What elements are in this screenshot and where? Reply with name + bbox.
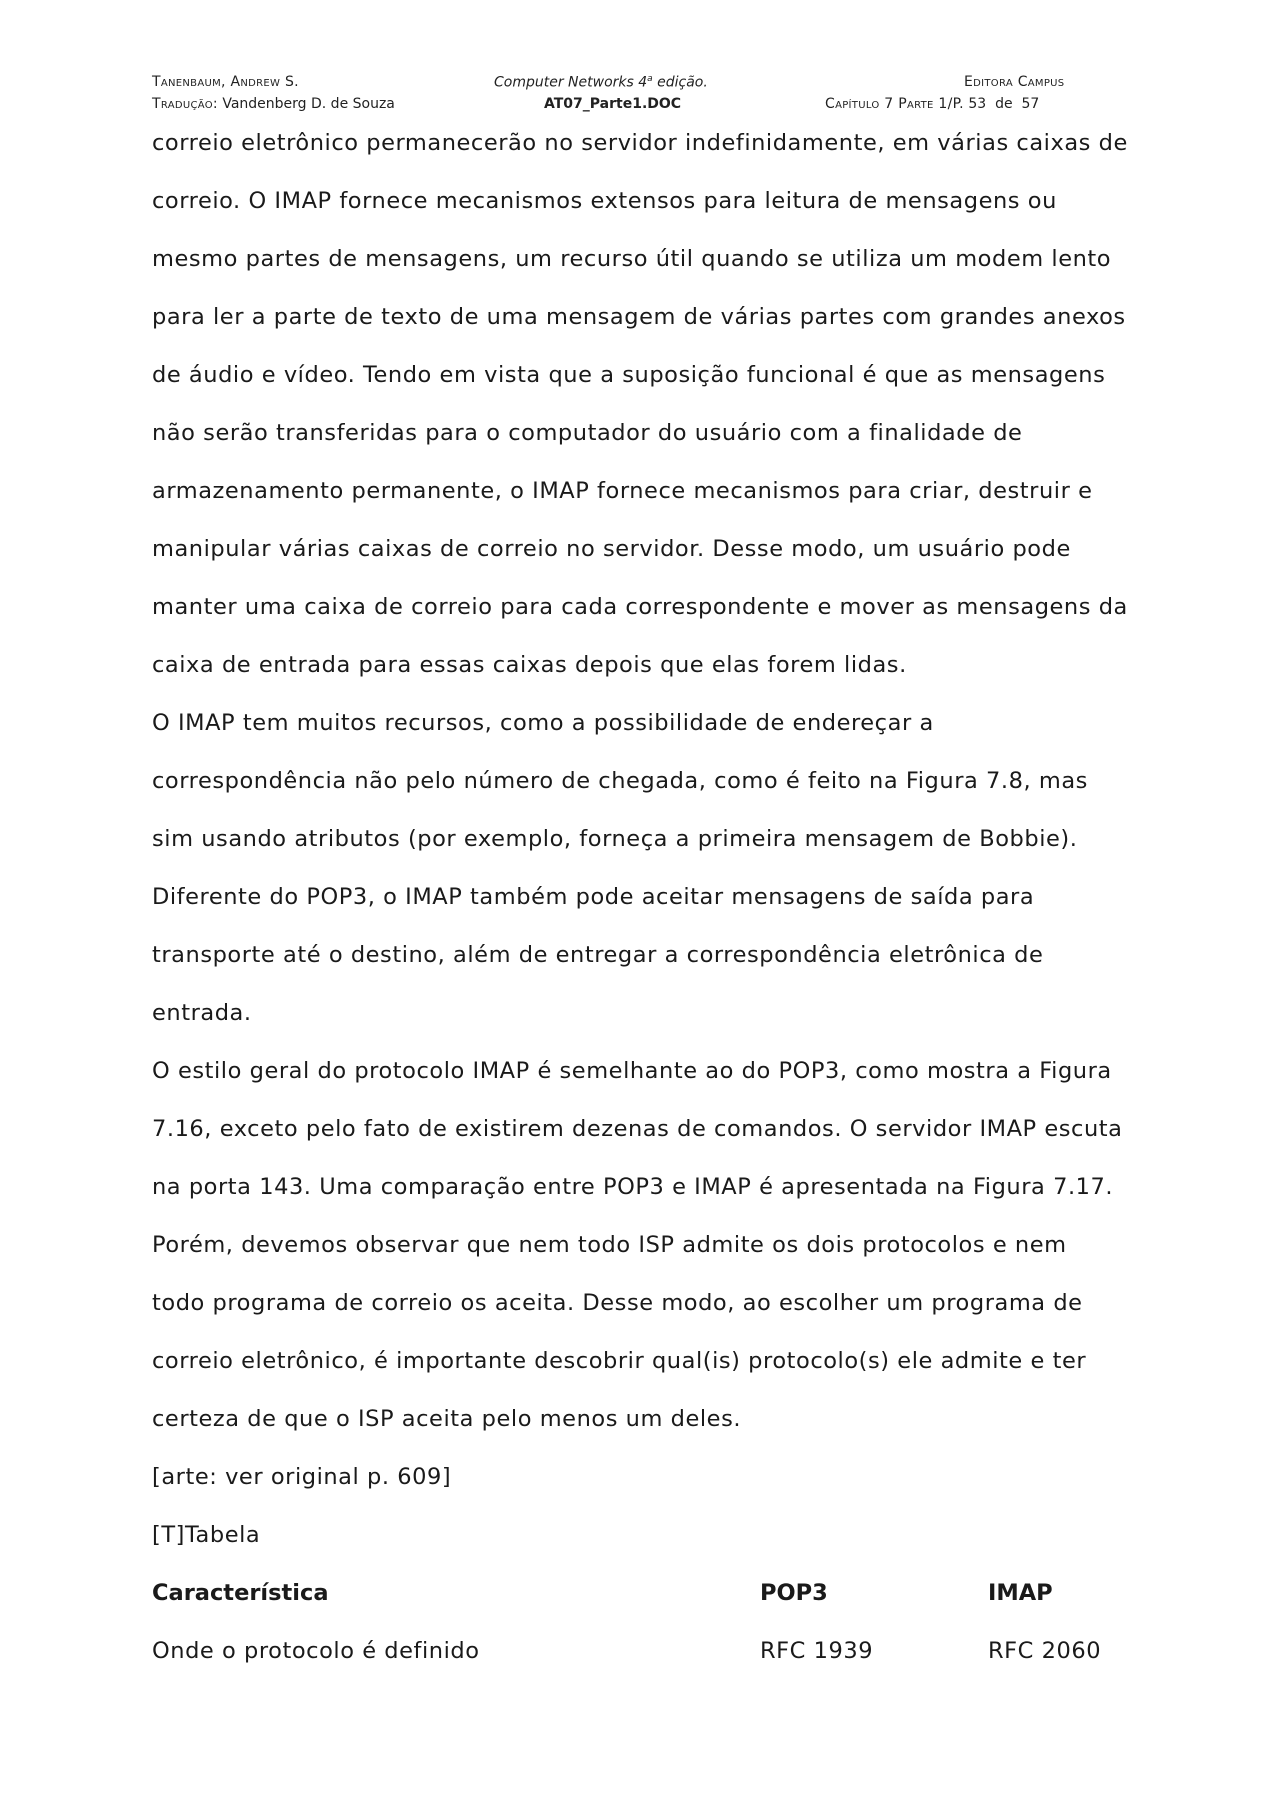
header-publisher: Editora Campus (964, 74, 1065, 90)
header-translation (152, 96, 395, 112)
text-line: mesmo partes de mensagens, um recurso útil quando se utiliza um modem lento (152, 246, 1112, 272)
page-header (152, 74, 1092, 118)
header-row-1 (152, 74, 1092, 96)
text-line: manter uma caixa de correio para cada correspondente e mover as mensagens da (152, 594, 1128, 620)
header-translation-label: Tradução: (152, 96, 218, 112)
paragraph (152, 1042, 1142, 1448)
table-cell: RFC 2060 (988, 1638, 1102, 1664)
header-chapter: Capítulo 7 Parte 1/P. (825, 96, 964, 112)
table-header-cell: IMAP (988, 1580, 1053, 1606)
text-line: entrada. (152, 1000, 252, 1026)
text-line: manipular várias caixas de correio no servidor. Desse modo, um usuário pode (152, 536, 1071, 562)
text-line: [arte: ver original p. 609] (152, 1464, 452, 1490)
text-line: correspondência não pelo número de chegada, como é feito na Figura 7.8, mas (152, 768, 1088, 794)
text-line: O IMAP tem muitos recursos, como a possibilidade de endereçar a (152, 710, 934, 736)
text-line: correio. O IMAP fornece mecanismos extensos para leitura de mensagens ou (152, 188, 1057, 214)
text-line: certeza de que o ISP aceita pelo menos um deles. (152, 1406, 742, 1432)
text-line: na porta 143. Uma comparação entre POP3 e IMAP é apresentada na Figura 7.17. (152, 1174, 1114, 1200)
paragraph (152, 1506, 1142, 1564)
text-line: armazenamento permanente, o IMAP fornece mecanismos para criar, destruir e (152, 478, 1093, 504)
text-line: correio eletrônico, é importante descobrir qual(is) protocolo(s) ele admite e ter (152, 1348, 1087, 1374)
header-edition-sup: a (647, 74, 653, 84)
text-line: [T]Tabela (152, 1522, 261, 1548)
text-line: correio eletrônico permanecerão no servidor indefinidamente, em várias caixas de (152, 130, 1128, 156)
text-line: para ler a parte de texto de uma mensagem de várias partes com grandes anexos (152, 304, 1126, 330)
table-cell: RFC 1939 (760, 1638, 874, 1664)
text-line: O estilo geral do protocolo IMAP é semelhante ao do POP3, como mostra a Figura (152, 1058, 1112, 1084)
comparison-table (152, 1564, 1142, 1680)
header-filename: AT07_Parte1.DOC (544, 96, 682, 112)
header-book-title (494, 74, 708, 91)
header-book-title-text: Computer Networks 4 (494, 74, 648, 91)
table-row (152, 1622, 1142, 1680)
header-page-info: 53 de 57 (963, 96, 1040, 112)
text-line: transporte até o destino, além de entregar a correspondência eletrônica de (152, 942, 1044, 968)
table-header-cell: Característica (152, 1580, 329, 1606)
table-header-cell: POP3 (760, 1580, 828, 1606)
text-line: Porém, devemos observar que nem todo ISP admite os dois protocolos e nem (152, 1232, 1067, 1258)
document-body (152, 114, 1142, 1680)
paragraph (152, 694, 1142, 1042)
text-line: sim usando atributos (por exemplo, forneça a primeira mensagem de Bobbie). (152, 826, 1078, 852)
paragraph (152, 1448, 1142, 1506)
text-line: não serão transferidas para o computador do usuário com a finalidade de (152, 420, 1023, 446)
table-cell: Onde o protocolo é definido (152, 1638, 480, 1664)
header-author: Tanenbaum, Andrew S. (152, 74, 299, 90)
text-line: Diferente do POP3, o IMAP também pode aceitar mensagens de saída para (152, 884, 1035, 910)
text-line: caixa de entrada para essas caixas depois que elas forem lidas. (152, 652, 907, 678)
text-line: de áudio e vídeo. Tendo em vista que a suposição funcional é que as mensagens (152, 362, 1106, 388)
header-translator: Vandenberg D. de Souza (217, 96, 395, 112)
header-edition-suffix: edição. (652, 74, 708, 91)
header-chapter-page (825, 96, 1039, 112)
text-line: todo programa de correio os aceita. Desse modo, ao escolher um programa de (152, 1290, 1083, 1316)
text-line: 7.16, exceto pelo fato de existirem dezenas de comandos. O servidor IMAP escuta (152, 1116, 1123, 1142)
paragraph (152, 114, 1142, 694)
table-header-row (152, 1564, 1142, 1622)
